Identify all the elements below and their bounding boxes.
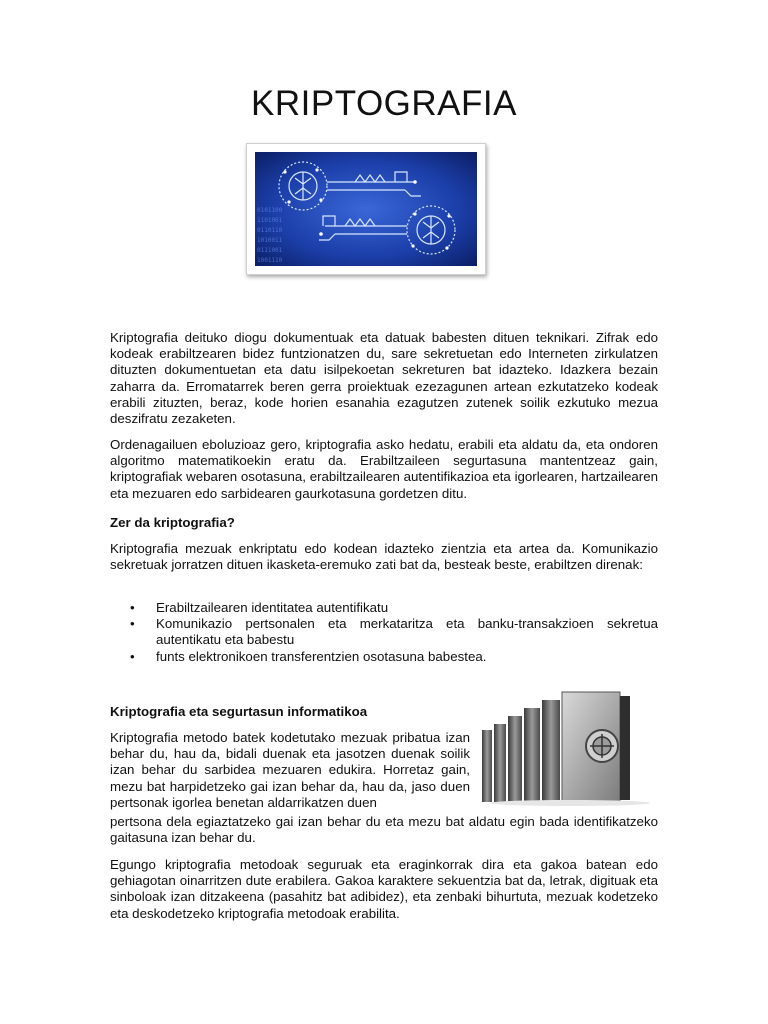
digital-keys-image xyxy=(246,143,486,275)
svg-text:1001110: 1001110 xyxy=(257,257,283,264)
section-heading-security: Kriptografia eta segurtasun informatikoa xyxy=(110,704,368,719)
definition-paragraph: Kriptografia mezuak enkriptatu edo kodean idazteko zientzia eta artea da. Komunikazio sekretuak jorratzen dituen ikasketa-eremuko zati bat da, besteak beste, erabiltzen direnak: xyxy=(110,541,658,573)
svg-text:0110110: 0110110 xyxy=(257,227,283,234)
servers-illustration xyxy=(480,690,658,806)
modern-methods-paragraph: Egungo kriptografia metodoak seguruak eta eraginkorrak dira eta gakoa batean edo gehiagotan oinarritzen dute erabilera. Gakoa karaktere sekuentzia bat da, letrak, digituak eta sinboloak izan ditzakeena (pasahitz bat adibidez), eta zenbaki bihurtuta, mezuak kodetzeko eta deskodetzeko kriptografia metodoak erabilita. xyxy=(110,857,658,921)
bullet-icon: • xyxy=(130,616,135,632)
svg-text:1010011: 1010011 xyxy=(257,237,283,244)
bullet-icon: • xyxy=(130,600,135,615)
uses-list xyxy=(110,600,658,665)
intro-paragraph: Kriptografia deituko diogu dokumentuak eta datuak babesten dituen teknikari. Zifrak edo kodeak erabiltzearen bidez funtzionatzen du, sare sekretuetan edo Interneten zirkulatzen dituzten dokumentuetan eta datu isilpekoetan sekreturen bat idazteko. Idazkera bezain zaharra da. Erromatarrek beren gerra proiektuak ezezagunen artean ezkutatzeko kodeak erabili zituzten, beraz, kode horien esanahia ezagutzen zutenek soilik ezkutuko mezua deszifratu zezaketen. xyxy=(110,330,658,427)
svg-text:1101001: 1101001 xyxy=(257,217,283,224)
svg-text:0111001: 0111001 xyxy=(257,247,283,254)
keys-illustration xyxy=(255,152,477,266)
section-heading-what-is: Zer da kriptografia? xyxy=(110,515,235,530)
evolution-paragraph: Ordenagailuen eboluzioaz gero, kriptografia asko hedatu, erabili eta aldatu da, eta ondoren algoritmo matematikoekin eratu da. Erabiltzaileen segurtasuna mantentzeaz gain, kriptografiak webaren osotasuna, erabiltzailearen autentifikazioa eta igorlearen, hartzailearen eta mezuaren edo sarbidearen gaurkotasuna gordetzen ditu. xyxy=(110,437,658,501)
security-paragraph: Kriptografia metodo batek kodetutako mezuak pribatua izan behar du, hau da, bidali duenak eta jasotzen duenak soilik izan behar du sarbidea mezuaren edukira. Horretaz gain, mezu bat harpidetzeko gai izan behar da, hau da, jaso duen pertsonak igorlea benetan aldarrikatzen duen xyxy=(110,730,470,810)
list-item: • funts elektronikoen transferentzien osotasuna babestea. xyxy=(130,648,487,664)
list-item: • Komunikazio pertsonalen eta merkataritza eta banku-transakzioen sekretua autentikatu eta babestu xyxy=(130,616,658,648)
server-vault-image xyxy=(480,690,658,806)
list-item: • Erabiltzailearen identitatea autentifikatu xyxy=(130,600,389,615)
svg-text:0101100: 0101100 xyxy=(257,207,283,214)
security-paragraph-continued: pertsona dela egiaztatzeko gai izan behar du eta mezu bat aldatu egin bada identifikatzeko gaitasuna izan behar du. xyxy=(110,814,658,846)
bullet-icon: • xyxy=(130,648,135,664)
page-title: KRIPTOGRAFIA xyxy=(251,84,517,123)
